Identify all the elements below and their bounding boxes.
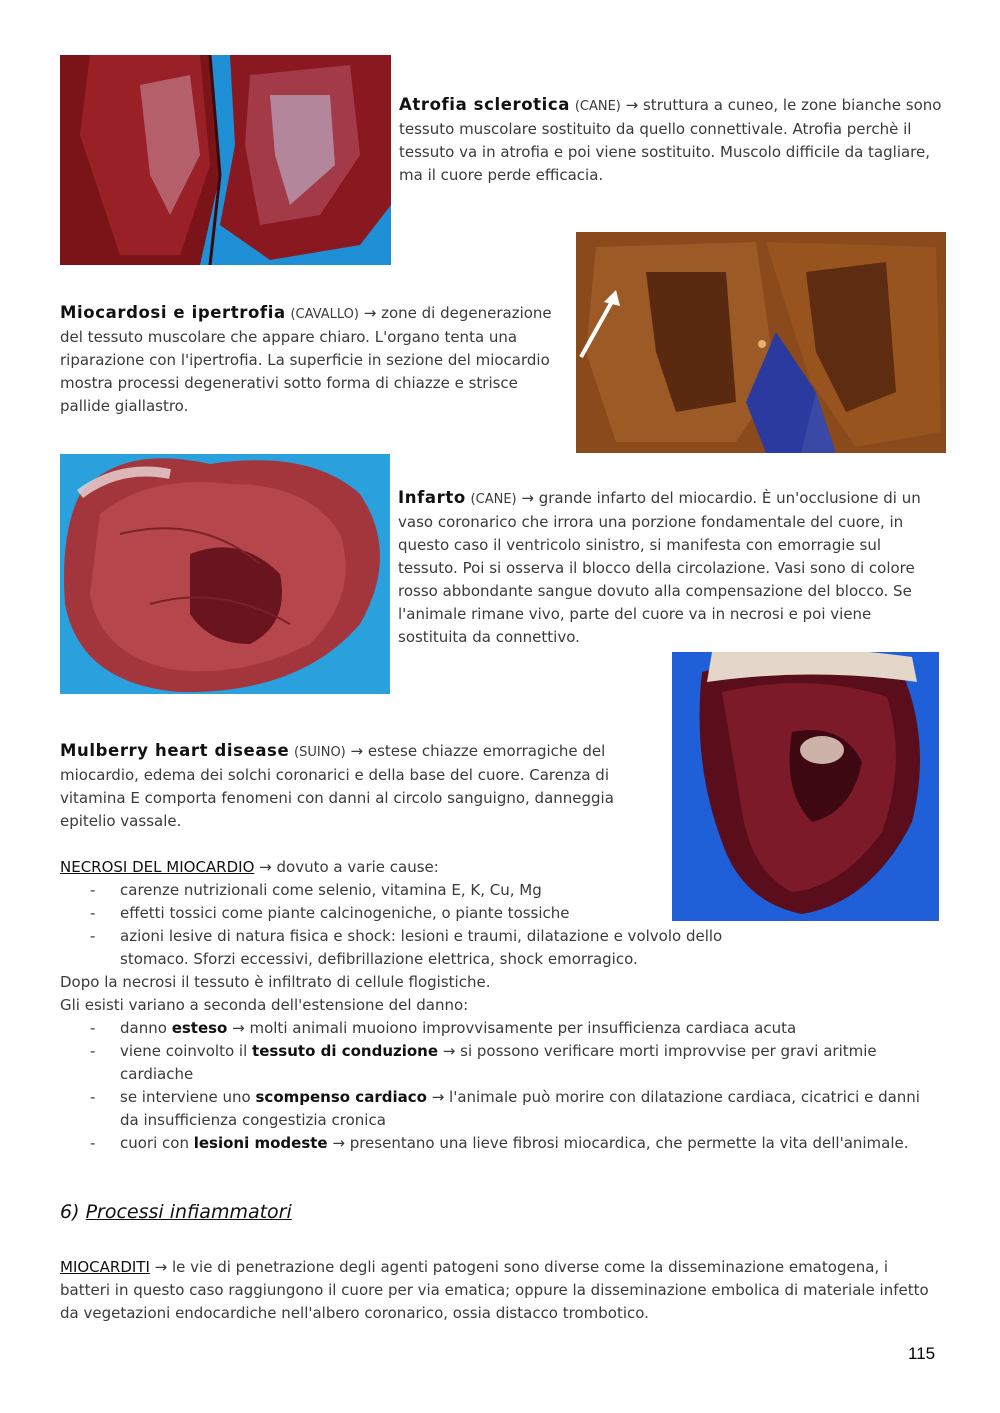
- mulberry-heading: Mulberry heart disease: [60, 741, 290, 760]
- infarto-species: (CANE): [470, 492, 517, 507]
- outcome-post: → presentano una lieve fibrosi miocardica, che permette la vita dell'animale.: [327, 1134, 909, 1152]
- section-title: [60, 1201, 292, 1224]
- atrofia-heading: Atrofia sclerotica: [399, 95, 571, 114]
- outcome-pre: viene coinvolto il: [120, 1042, 253, 1060]
- section-number: 6): [60, 1201, 80, 1223]
- miocardosi-photo: [576, 232, 946, 453]
- miocardosi-paragraph: [60, 301, 560, 418]
- outcome-key: tessuto di conduzione: [252, 1042, 439, 1060]
- miocarditi-paragraph: [60, 1256, 940, 1325]
- necrosi-line2: Gli esisti variano a seconda dell'estensione del danno:: [60, 996, 469, 1014]
- page-number: 115: [908, 1344, 936, 1363]
- list-item: [60, 1040, 940, 1086]
- outcome-post: → molti animali muoiono improvvisamente per insufficienza cardiaca acuta: [227, 1019, 797, 1037]
- atrofia-paragraph: [399, 93, 944, 187]
- atrofia-body: → struttura a cuneo, le zone bianche sono tessuto muscolare sostituito da quello connettivale. Atrofia perchè il tessuto va in atrofia e poi viene sostituito. Muscolo difficile da tagliare, ma il cuore perde efficacia.: [399, 96, 942, 184]
- outcome-pre: cuori con: [120, 1134, 194, 1152]
- list-item: [60, 1086, 940, 1132]
- mulberry-species: (SUINO): [294, 745, 346, 760]
- necrosi-heading: NECROSI DEL MIOCARDIO: [60, 858, 255, 876]
- list-item: - azioni lesive di natura fisica e shock: lesioni e traumi, dilatazione e volvolo dello stomaco. Sforzi eccessivi, defibrillazione elettrica, shock emorragico.: [60, 925, 760, 971]
- necrosi-block: [60, 856, 940, 1155]
- miocarditi-body: → le vie di penetrazione degli agenti patogeni sono diverse come la disseminazione ematogena, i batteri in questo caso raggiungono il cuore per via ematica; oppure la disseminazione embolica di materiale infetto da vegetazioni endocardiche nell'albero coronarico, ossia distacco trombotico.: [60, 1258, 929, 1322]
- infarto-heading: Infarto: [398, 488, 466, 507]
- atrofia-photo: [60, 55, 391, 265]
- outcome-pre: danno: [120, 1019, 172, 1037]
- necrosi-intro: → dovuto a varie cause:: [259, 858, 439, 876]
- necrosi-line1: Dopo la necrosi il tessuto è infiltrato di cellule flogistiche.: [60, 973, 491, 991]
- infarto-paragraph: [398, 486, 943, 649]
- mulberry-body: → estese chiazze emorragiche del miocardio, edema dei solchi coronarici e della base del cuore. Carenza di vitamina E comporta fenomeni con danni al circolo sanguigno, danneggia epitelio vassale.: [60, 742, 614, 830]
- miocardosi-species: (CAVALLO): [290, 307, 359, 322]
- necrosi-outcomes-list: [60, 1017, 940, 1155]
- necrosi-causes-list: [60, 879, 760, 971]
- section-heading: Processi infiammatori: [85, 1201, 292, 1223]
- list-item: - effetti tossici come piante calcinogeniche, o piante tossiche: [60, 902, 760, 925]
- list-item: - carenze nutrizionali come selenio, vitamina E, K, Cu, Mg: [60, 879, 760, 902]
- outcome-pre: se interviene uno: [120, 1088, 256, 1106]
- infarto-body: → grande infarto del miocardio. È un'occlusione di un vaso coronarico che irrora una porzione fondamentale del cuore, in questo caso il ventricolo sinistro, si manifesta con emorragie sul tessuto. Poi si osserva il blocco della circolazione. Vasi sono di colore rosso abbondante sangue dovuto alla compensazione del blocco. Se l'animale rimane vivo, parte del cuore va in necrosi e poi viene sostituita da connettivo.: [398, 489, 921, 646]
- list-item: [60, 1132, 940, 1155]
- atrofia-species: (CANE): [574, 99, 621, 114]
- outcome-key: scompenso cardiaco: [255, 1088, 427, 1106]
- list-item: [60, 1017, 940, 1040]
- outcome-post: → l'animale può morire con dilatazione cardiaca, cicatrici e danni da insufficienza congestizia cronica: [120, 1088, 920, 1129]
- outcome-key: lesioni modeste: [193, 1134, 328, 1152]
- mulberry-paragraph: [60, 739, 625, 833]
- infarto-photo: [60, 454, 390, 694]
- outcome-key: esteso: [171, 1019, 228, 1037]
- miocardosi-heading: Miocardosi e ipertrofia: [60, 303, 286, 322]
- miocarditi-heading: MIOCARDITI: [60, 1258, 150, 1276]
- outcome-post: → si possono verificare morti improvvise per gravi aritmie cardiache: [120, 1042, 877, 1083]
- miocardosi-body: → zone di degenerazione del tessuto muscolare che appare chiaro. L'organo tenta una riparazione con l'ipertrofia. La superficie in sezione del miocardio mostra processi degenerativi sotto forma di chiazze e strisce pallide giallastro.: [60, 304, 552, 415]
- necrosi-heading-line: [60, 856, 940, 879]
